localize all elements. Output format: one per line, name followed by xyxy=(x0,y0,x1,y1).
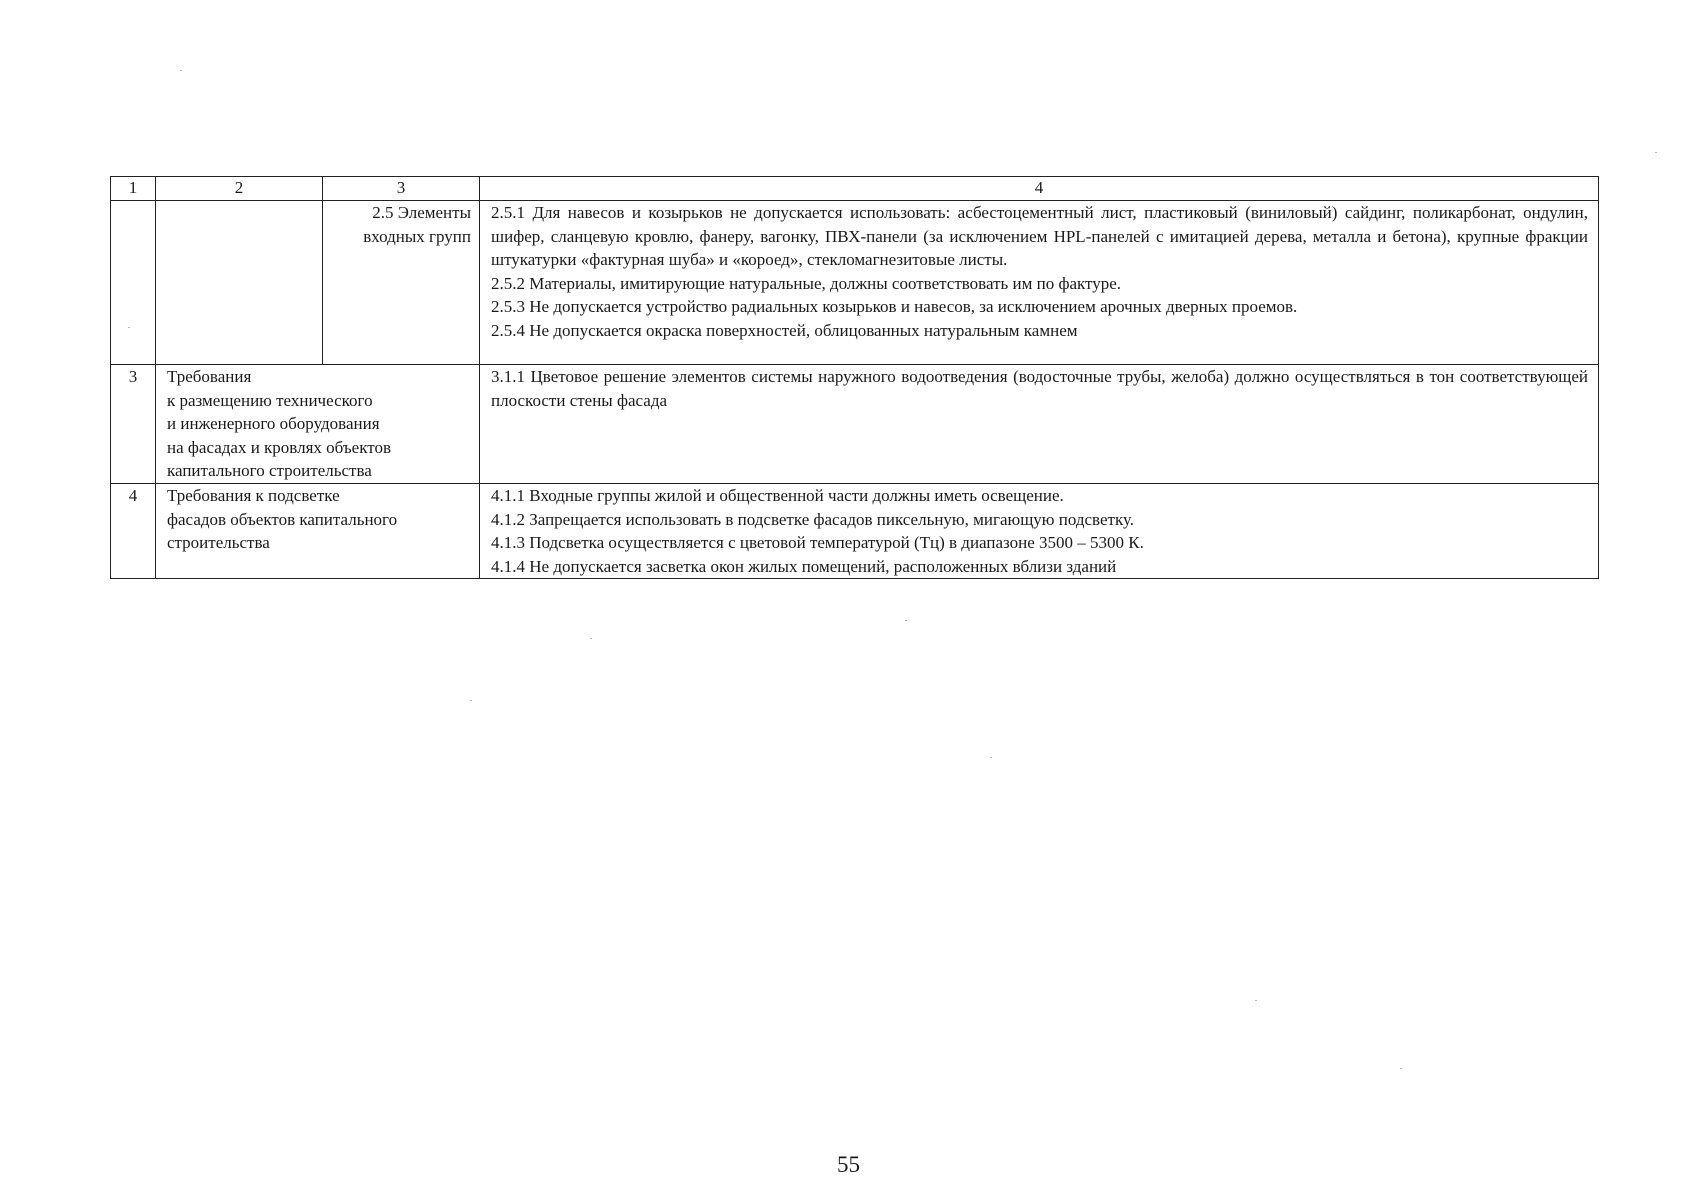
requirement-item: 2.5.1 Для навесов и козырьков не допускается использовать: асбестоцементный лист, пластиковый (виниловый) сайдинг, поликарбонат, ондулин, шифер, сланцевую кровлю, фанеру, вагонку, ПВХ-панели (за исключением HPL-панелей с имитацией дерева, металла и бетона), крупные фракции штукатурки «фактурная шуба» и «короед», стекломагнезитовые листы. xyxy=(491,203,1588,269)
section-name-line: Требования xyxy=(167,367,252,386)
scan-speck xyxy=(1655,152,1657,153)
section-name-line: к размещению технического xyxy=(167,390,373,410)
section-name-line: капитального строительства xyxy=(167,461,372,480)
requirements-table xyxy=(110,176,1599,579)
requirement-item: 4.1.2 Запрещается использовать в подсветке фасадов пиксельную, мигающую подсветку. xyxy=(491,509,1135,529)
scan-speck xyxy=(1255,1000,1257,1001)
requirement-item: 2.5.3 Не допускается устройство радиальных козырьков и навесов, за исключением арочных дверных проемов. xyxy=(491,297,1298,316)
section-name-cell xyxy=(156,365,480,484)
header-cell-1: 1 xyxy=(111,177,156,201)
row-number-cell: 4 xyxy=(111,484,156,579)
scan-speck xyxy=(180,70,182,71)
table-row xyxy=(111,365,1599,484)
subsection-line: входных групп xyxy=(363,226,471,246)
requirement-item: 2.5.2 Материалы, имитирующие натуральные, должны соответствовать им по фактуре. xyxy=(491,273,1122,293)
scan-speck xyxy=(990,757,992,758)
section-name-line: Требования к подсветке xyxy=(167,486,340,505)
requirement-item: 4.1.4 Не допускается засветка окон жилых помещений, расположенных вблизи зданий xyxy=(491,556,1117,576)
requirements-cell xyxy=(480,365,1599,484)
section-name-line: на фасадах и кровлях объектов xyxy=(167,437,391,457)
section-name-line: фасадов объектов капитального xyxy=(167,509,398,529)
header-cell-3: 3 xyxy=(323,177,480,201)
section-name-line: и инженерного оборудования xyxy=(167,414,380,433)
requirement-item: 3.1.1 Цветовое решение элементов системы наружного водоотведения (водосточные трубы, желоба) должно осуществляться в тон соответствующей плоскости стены фасада xyxy=(491,367,1588,410)
header-cell-4: 4 xyxy=(480,177,1599,201)
scan-speck xyxy=(1400,1068,1402,1069)
table-header-row xyxy=(111,177,1599,201)
section-name-line: строительства xyxy=(167,533,270,552)
requirements-cell xyxy=(480,201,1599,365)
section-name-cell xyxy=(156,201,323,365)
requirements-cell xyxy=(480,484,1599,579)
requirement-item: 2.5.4 Не допускается окраска поверхностей, облицованных натуральным камнем xyxy=(491,320,1078,340)
requirement-item: 4.1.1 Входные группы жилой и общественной части должны иметь освещение. xyxy=(491,486,1064,505)
table-row xyxy=(111,201,1599,365)
subsection-line: 2.5 Элементы xyxy=(372,203,471,222)
requirement-item: 4.1.3 Подсветка осуществляется с цветовой температурой (Тц) в диапазоне 3500 – 5300 К. xyxy=(491,533,1144,552)
section-name-cell xyxy=(156,484,480,579)
scan-speck xyxy=(128,327,130,328)
page-number: 55 xyxy=(837,1152,860,1177)
subsection-cell xyxy=(323,201,480,365)
row-number-cell: 3 xyxy=(111,365,156,484)
row-number-cell xyxy=(111,201,156,365)
scan-speck xyxy=(470,700,472,701)
table-row xyxy=(111,484,1599,579)
scan-speck xyxy=(590,638,592,639)
header-cell-2: 2 xyxy=(156,177,323,201)
scan-speck xyxy=(905,620,907,621)
